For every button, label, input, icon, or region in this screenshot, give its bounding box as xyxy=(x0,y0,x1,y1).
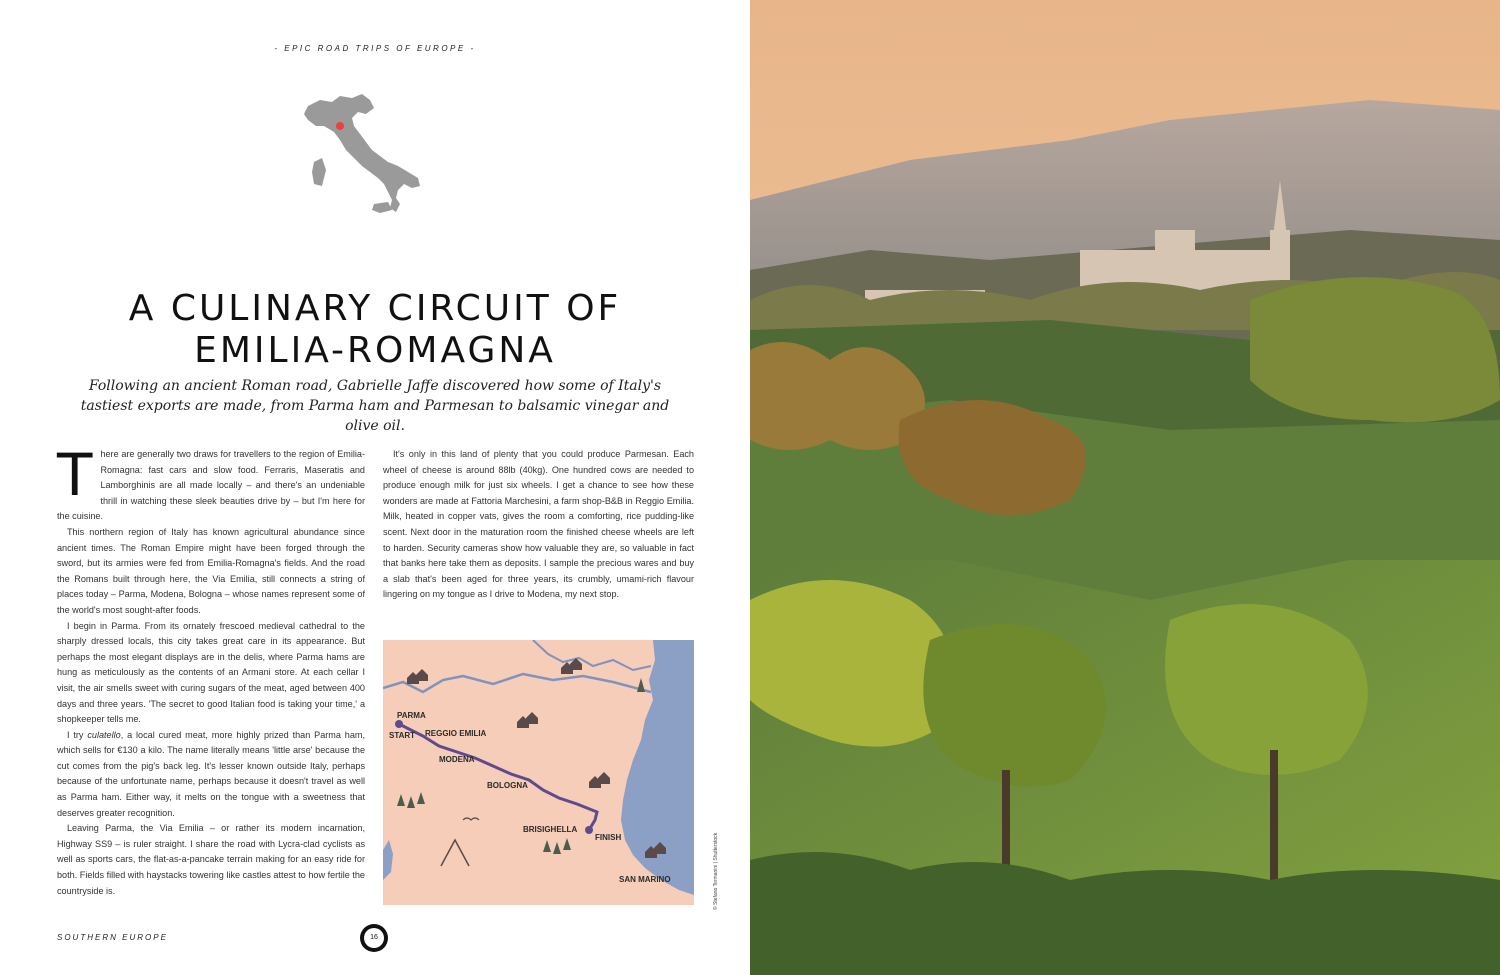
italy-silhouette xyxy=(304,94,420,212)
paragraph: I begin in Parma. From its ornately frescoed medieval cathedral to the sharply dressed locals, this city takes great care in its appearance. But perhaps the most elegant displays are in the delis, where Parma hams are hung as meticulously as the contents of an Armani store. At each cellar I visit, the air smells sweet with curing sugars of the meat, aged between 400 days and three years. 'The secret to good Italian food is taking your time,' a shopkeeper tells me. xyxy=(57,620,365,725)
title-line-1: A CULINARY CIRCUIT OF xyxy=(128,288,622,329)
paragraph: Leaving Parma, the Via Emilia – or rather its modern incarnation, Highway SS9 – is ruler straight. I share the road with Lycra-clad cyclists as well as sports cars, the flat-as-a-pancake terrain making for an easy ride for both. Fields filled with haystacks towering like castles attest to how fertile the countryside is. xyxy=(57,823,365,896)
sicily-shape xyxy=(372,202,392,213)
finish-marker xyxy=(585,826,593,834)
body-column-2 xyxy=(383,447,694,603)
label-brisighella: BRISIGHELLA xyxy=(523,825,578,834)
paragraph: I try culatello, a local cured meat, more highly prized than Parma ham, which sells for €130 a kilo. The name literally means 'little arse' because the cut comes from the pig's back leg. It's lesser known outside Italy, perhaps because of the unfortunate name, perhaps because it doesn't travel as well as Parma ham. Either way, it melts on the tongue with a sweetness that deserves greater recognition. xyxy=(57,729,365,818)
label-parma: PARMA xyxy=(397,711,426,720)
title-line-2: EMILIA-ROMAGNA xyxy=(194,330,556,371)
page-number: 16 xyxy=(364,928,384,948)
body-column-1 xyxy=(57,441,365,899)
landscape-photo xyxy=(750,0,1500,975)
label-start: START xyxy=(389,731,416,740)
region-marker xyxy=(336,122,344,130)
start-marker xyxy=(395,720,403,728)
running-header: - EPIC ROAD TRIPS OF EUROPE - xyxy=(274,44,476,53)
label-finish: FINISH xyxy=(595,833,622,842)
italy-locator-map xyxy=(300,92,425,214)
photo-credit: © Stefano Termanini | Shutterstock xyxy=(713,832,719,910)
paragraph: This northern region of Italy has known agricultural abundance since ancient times. The Roman Empire might have been forged through the sword, but its armies were fed from Emilia-Romagna's fields. And the road the Romans built through here, the Via Emilia, still connects a string of places today – Parma, Modena, Bologna – whose names represent some of the world's most sought-after foods. xyxy=(57,526,365,615)
standfirst: Following an ancient Roman road, Gabrielle Jaffe discovered how some of Italy's tastiest exports are made, from Parma ham and Parmesan to balsamic vinegar and olive oil. xyxy=(80,378,670,434)
trees-right xyxy=(1250,277,1500,422)
paragraph: It's only in this land of plenty that you could produce Parmesan. Each wheel of cheese is around 88lb (40kg). One hundred cows are needed to produce enough milk for just six wheels. I get a chance to see how these wonders are made at Fattoria Marchesini, a farm shop-B&B in Reggio Emilia. Milk, heated in copper vats, gives the room a comforting, rice pudding-like scent. Next door in the maturation room the finished cheese wheels are left to harden. Security cameras show how valuable they are, so valuable in fact that banks here take them as deposits. I sample the precious wares and buy a slab that's been aged for three years, its crumbly, umami-rich flavour lingering on my tongue as I drive to Modena, my next stop. xyxy=(383,449,694,600)
label-reggio-emilia: REGGIO EMILIA xyxy=(425,729,487,738)
section-footer: SOUTHERN EUROPE xyxy=(57,933,168,942)
drop-cap: T xyxy=(57,441,93,509)
label-bologna: BOLOGNA xyxy=(487,781,528,790)
emphasis-culatello: culatello xyxy=(87,729,121,740)
paragraph: here are generally two draws for travellers to the region of Emilia-Romagna: fast cars and slow food. Ferraris, Maseratis and Lamborghinis are all made locally – and there's an undeniable thrill in watching these sleek beauties drive by – but I'm here for the cuisine. xyxy=(57,449,365,522)
article-title xyxy=(0,288,750,372)
route-map xyxy=(383,640,694,905)
label-modena: MODENA xyxy=(439,755,475,764)
label-san-marino: SAN MARINO xyxy=(619,875,671,884)
sardinia-shape xyxy=(312,158,326,186)
